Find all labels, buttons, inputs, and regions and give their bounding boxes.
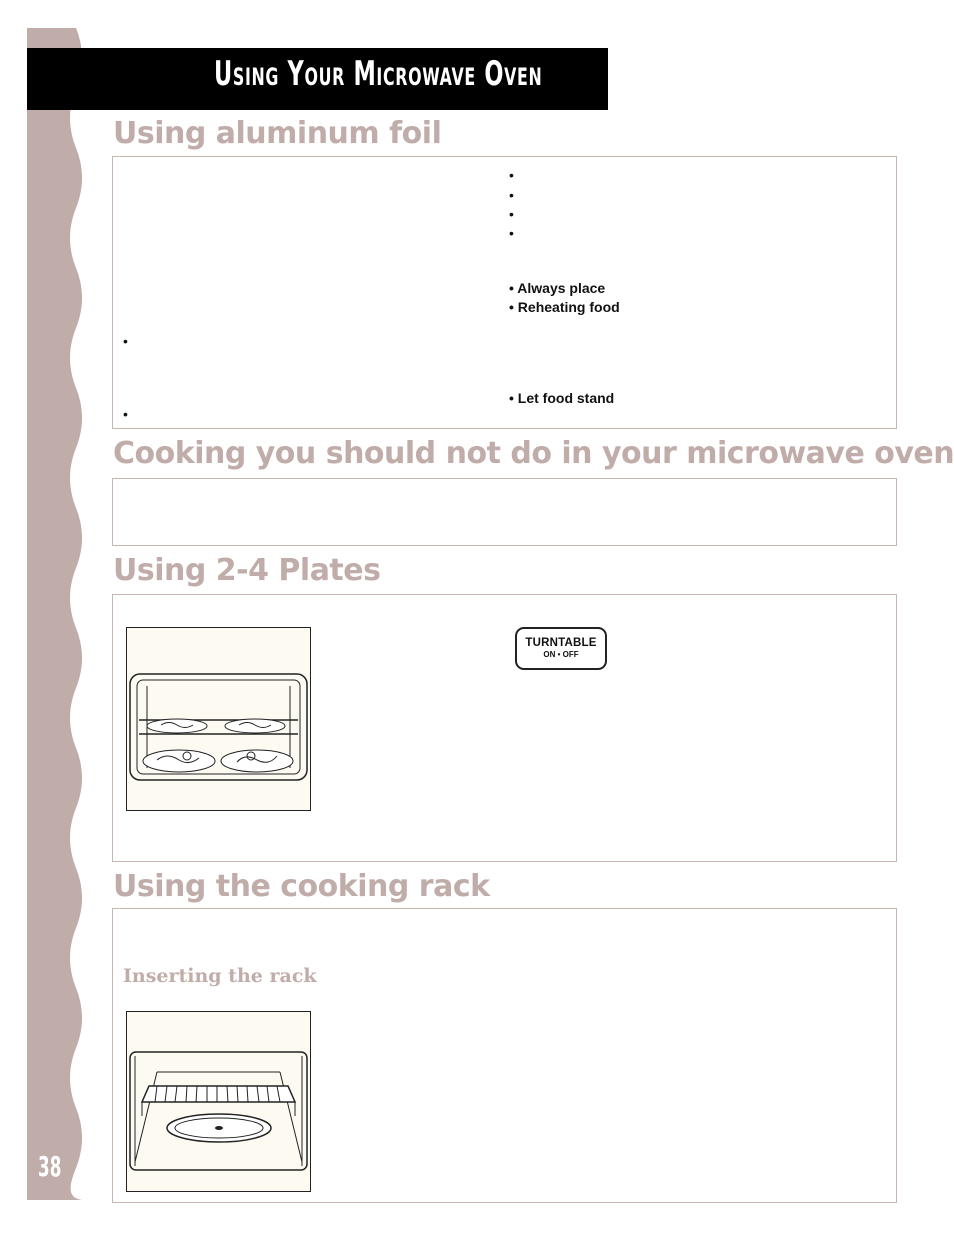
section-title-aluminum-foil: Using aluminum foil xyxy=(113,116,442,151)
bullet-dot: • xyxy=(509,167,514,183)
bullet-dot: • xyxy=(123,333,128,349)
rack-oven-illustration xyxy=(126,1011,311,1192)
foil-bullet-text: Let food stand xyxy=(517,390,615,406)
foil-bullet-text: Reheating food xyxy=(517,299,620,315)
section-title-cooking-rack: Using the cooking rack xyxy=(113,869,490,904)
page-header-title: Using Your Microwave Oven xyxy=(214,54,543,94)
inserting-rack-subheading: Inserting the rack xyxy=(123,965,317,987)
section-title-plates: Using 2-4 Plates xyxy=(113,553,381,588)
bullet-dot: • xyxy=(123,406,128,422)
oven-with-rack-drawing xyxy=(127,1012,310,1191)
foil-bullet-always-place: • Always place xyxy=(509,280,606,296)
section-title-cooking-not-do: Cooking you should not do in your microwave oven xyxy=(113,436,954,471)
foil-bullet-let-stand: • Let food stand xyxy=(509,390,615,406)
bullet-dot: • xyxy=(509,225,514,241)
turntable-button-sublabel: ON • OFF xyxy=(543,650,579,659)
foil-bullet-text: Always place xyxy=(517,280,606,296)
cooking-not-do-box xyxy=(112,478,897,546)
turntable-button-label: TURNTABLE xyxy=(525,637,597,649)
plates-oven-illustration xyxy=(126,627,311,811)
aluminum-foil-box xyxy=(112,156,897,429)
foil-bullet-reheating: • Reheating food xyxy=(509,299,620,315)
oven-with-plates-drawing xyxy=(127,628,310,810)
turntable-on-off-button[interactable] xyxy=(515,627,607,670)
page-number: 38 xyxy=(38,1150,62,1183)
bullet-dot: • xyxy=(509,187,514,203)
bullet-dot: • xyxy=(509,206,514,222)
